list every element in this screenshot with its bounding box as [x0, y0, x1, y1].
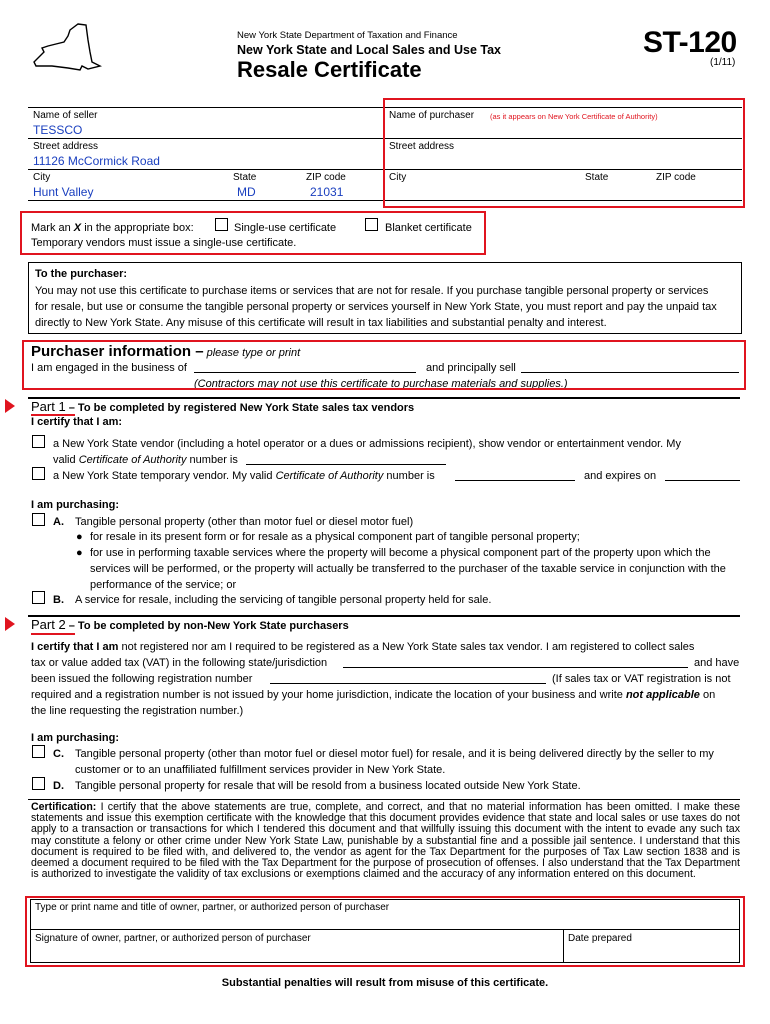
- part2-line1-text: not registered nor am I required to be registered as a New York State sales tax vendor. I am registered to collect sales: [118, 641, 695, 653]
- jurisdiction-input[interactable]: [343, 667, 688, 668]
- pointer-arrow-icon: [5, 399, 15, 413]
- new-york-state-outline-icon: [30, 22, 102, 80]
- option-c-line1: Tangible personal property (other than motor fuel or diesel motor fuel) for resale, and it is being delivered directly by the seller to my: [75, 748, 714, 760]
- form-title: Resale Certificate: [237, 57, 422, 82]
- bullet-icon: ●: [76, 531, 83, 543]
- part2-line4-text: required and a registration number is not issued by your home jurisdiction, indicate the location of your business and write: [31, 689, 626, 701]
- part1-heading: [31, 399, 414, 414]
- part1-label: Part 1: [31, 399, 66, 414]
- opt1-text-a: valid: [53, 454, 79, 466]
- purchaser-highlight-box: [383, 98, 745, 208]
- option-c-letter: C.: [53, 748, 64, 760]
- seller-name-field[interactable]: TESSCO: [33, 123, 83, 137]
- part2-underline: [31, 633, 75, 635]
- part1-dash: –: [65, 402, 78, 414]
- certification-body: I certify that the above statements are true, complete, and correct, and that no material information has been omitted. I make these statements and issue this exemption certificate with the knowledge that this document provides evidence that state and local sales or use taxes do not apply to a transaction or transactions for which I tendered this document and that willfully issuing this document with the intent to evade any such tax may constitute a felony or other crime under New York State Law, punishable by a substantial fine and a possible jail sentence. I understand that this document is required to be filed with, and delivered to, the vendor as agent for the Tax Department for the purposes of Tax Law section 1838 and is deemed a document required to be filed with the Tax Department for the purpose of prosecution of offenses. I also understand that the Tax Department is authorized to investigate the validity of tax exclusions or exemptions claimed and the accuracy of any information entered on this document.: [31, 801, 740, 881]
- seller-state-field[interactable]: MD: [237, 185, 256, 199]
- expires-input[interactable]: [665, 480, 740, 481]
- to-purchaser-line-3: directly to New York State. Any misuse of this certificate will result in tax liabilities and substantial penalty and interest.: [35, 317, 607, 329]
- opt2-text-italic: Certificate of Authority: [275, 470, 384, 482]
- option-b-text: A service for resale, including the servicing of tangible personal property held for sale.: [75, 594, 492, 606]
- part2-line4: [31, 688, 715, 703]
- part1-option2: [53, 469, 435, 484]
- purchaser-info-note: please type or print: [206, 347, 301, 359]
- purchaser-city-label: City: [389, 172, 407, 183]
- pointer-arrow-icon: [5, 617, 15, 631]
- form-subtitle: New York State and Local Sales and Use Tax: [237, 43, 501, 57]
- part1-certify: I certify that I am:: [31, 416, 123, 428]
- option-c-line2: customer or to an unaffiliated fulfillment services provider in New York State.: [75, 764, 446, 776]
- part1-option1-line2: [53, 453, 238, 468]
- option-a-letter: A.: [53, 516, 64, 528]
- part2-dash: –: [65, 620, 78, 632]
- temporary-vendor-checkbox[interactable]: [32, 467, 45, 480]
- part2-line5: the line requesting the registration number.): [31, 705, 244, 717]
- principally-sell-label: and principally sell: [426, 362, 516, 374]
- penalty-warning: Substantial penalties will result from misuse of this certificate.: [221, 977, 549, 989]
- part2-line1: [31, 640, 694, 655]
- opt1-text-b: number is: [186, 454, 238, 466]
- part1-purchasing: I am purchasing:: [31, 499, 120, 511]
- part2-purchasing: I am purchasing:: [31, 732, 120, 744]
- part2-line2: tax or value added tax (VAT) in the following state/jurisdiction: [31, 657, 328, 669]
- purchaser-info-title: Purchaser information –: [31, 343, 204, 360]
- single-use-label: Single-use certificate: [234, 222, 337, 234]
- part2-line2-end: and have: [694, 657, 740, 669]
- option-a-bullet2-line3: performance of the service; or: [90, 579, 237, 591]
- option-d-letter: D.: [53, 780, 64, 792]
- opt1-text-italic: Certificate of Authority: [78, 454, 187, 466]
- date-prepared-label: Date prepared: [568, 933, 632, 944]
- opt2-text-a: a New York State temporary vendor. My valid: [53, 470, 276, 482]
- part2-not-applicable: not applicable: [625, 689, 700, 701]
- part2-title: To be completed by non-New York State purchasers: [77, 620, 349, 632]
- purchaser-name-note: (as it appears on New York Certificate of Authority): [490, 112, 658, 121]
- opt2-text-b: number is: [383, 470, 435, 482]
- seller-street-field[interactable]: 11126 McCormick Road: [33, 154, 160, 168]
- part2-line3: been issued the following registration number: [31, 673, 253, 685]
- seller-street-label: Street address: [33, 141, 99, 152]
- option-a-checkbox[interactable]: [32, 513, 45, 526]
- purchaser-name-label: Name of purchaser: [389, 110, 475, 121]
- part1-title: To be completed by registered New York State sales tax vendors: [77, 402, 415, 414]
- temporary-certificate-input[interactable]: [455, 480, 575, 481]
- to-purchaser-heading: To the purchaser:: [35, 268, 128, 280]
- option-a-text: Tangible personal property (other than motor fuel or diesel motor fuel): [75, 516, 414, 528]
- seller-city-field[interactable]: Hunt Valley: [33, 185, 94, 199]
- to-purchaser-line-2: for resale, but use or consume the tangible personal property or services yourself in New York State, you must report and pay the unpaid tax: [35, 301, 717, 313]
- mark-x: X: [73, 222, 82, 234]
- part2-line1-bold: I certify that I am: [31, 641, 119, 653]
- part2-line4-end: on: [699, 689, 716, 701]
- signature-label: Signature of owner, partner, or authorized person of purchaser: [35, 933, 311, 944]
- part1-option1-line1: a New York State vendor (including a hotel operator or a dues or admissions recipient), show vendor or entertainment vendor. My: [53, 438, 681, 450]
- seller-city-label: City: [33, 172, 51, 183]
- divider: [28, 799, 740, 800]
- seller-zip-field[interactable]: 21031: [310, 185, 344, 199]
- part2-heading: [31, 617, 349, 632]
- option-a-bullet1: for resale in its present form or for resale as a physical component part of tangible personal property;: [90, 531, 580, 543]
- purchaser-zip-label: ZIP code: [656, 172, 696, 183]
- contractors-note: (Contractors may not use this certificate to purchase materials and supplies.): [194, 378, 568, 390]
- option-a-bullet2-line2: services will be performed, or the property will actually be transferred to the purchaser of the taxable service in conjunction with the: [90, 563, 726, 575]
- department-name: New York State Department of Taxation and Finance: [237, 30, 458, 41]
- nys-vendor-checkbox[interactable]: [32, 435, 45, 448]
- option-d-text: Tangible personal property for resale that will be resold from a business located outside New York State.: [75, 780, 581, 792]
- certificate-type-highlight-box: [20, 211, 486, 255]
- certification-text: [31, 802, 740, 880]
- purchaser-info-highlight-box: [22, 340, 746, 390]
- option-b-checkbox[interactable]: [32, 591, 45, 604]
- option-a-bullet2-line1: for use in performing taxable services where the property will become a physical component part of the property upon which the: [90, 547, 711, 559]
- certification-label: Certification:: [31, 801, 97, 813]
- print-name-label: Type or print name and title of owner, partner, or authorized person of purchaser: [35, 902, 390, 913]
- purchaser-street-label: Street address: [389, 141, 455, 152]
- seller-zip-label: ZIP code: [306, 172, 346, 183]
- temporary-vendor-note: Temporary vendors must issue a single-use certificate.: [31, 237, 297, 249]
- blanket-label: Blanket certificate: [385, 222, 472, 234]
- option-c-checkbox[interactable]: [32, 745, 45, 758]
- signature-highlight-box: [25, 896, 745, 967]
- seller-name-label: Name of seller: [33, 110, 98, 121]
- mark-prefix: Mark an: [31, 222, 74, 234]
- form-revision: (1/11): [710, 57, 736, 68]
- part2-line3-end: (If sales tax or VAT registration is not: [552, 673, 731, 685]
- engaged-label: I am engaged in the business of: [31, 362, 187, 374]
- part2-label: Part 2: [31, 617, 66, 632]
- mark-suffix: in the appropriate box:: [81, 222, 194, 234]
- certificate-of-authority-input[interactable]: [246, 464, 446, 465]
- expires-label: and expires on: [584, 470, 657, 482]
- form-id: ST-120: [643, 26, 737, 59]
- bullet-icon: ●: [76, 547, 83, 559]
- option-b-letter: B.: [53, 594, 64, 606]
- seller-state-label: State: [233, 172, 257, 183]
- option-d-checkbox[interactable]: [32, 777, 45, 790]
- registration-number-input[interactable]: [270, 683, 546, 684]
- purchaser-state-label: State: [585, 172, 609, 183]
- to-purchaser-line-1: You may not use this certificate to purchase items or services that are not for resale. If you purchase tangible personal property or services: [35, 285, 709, 297]
